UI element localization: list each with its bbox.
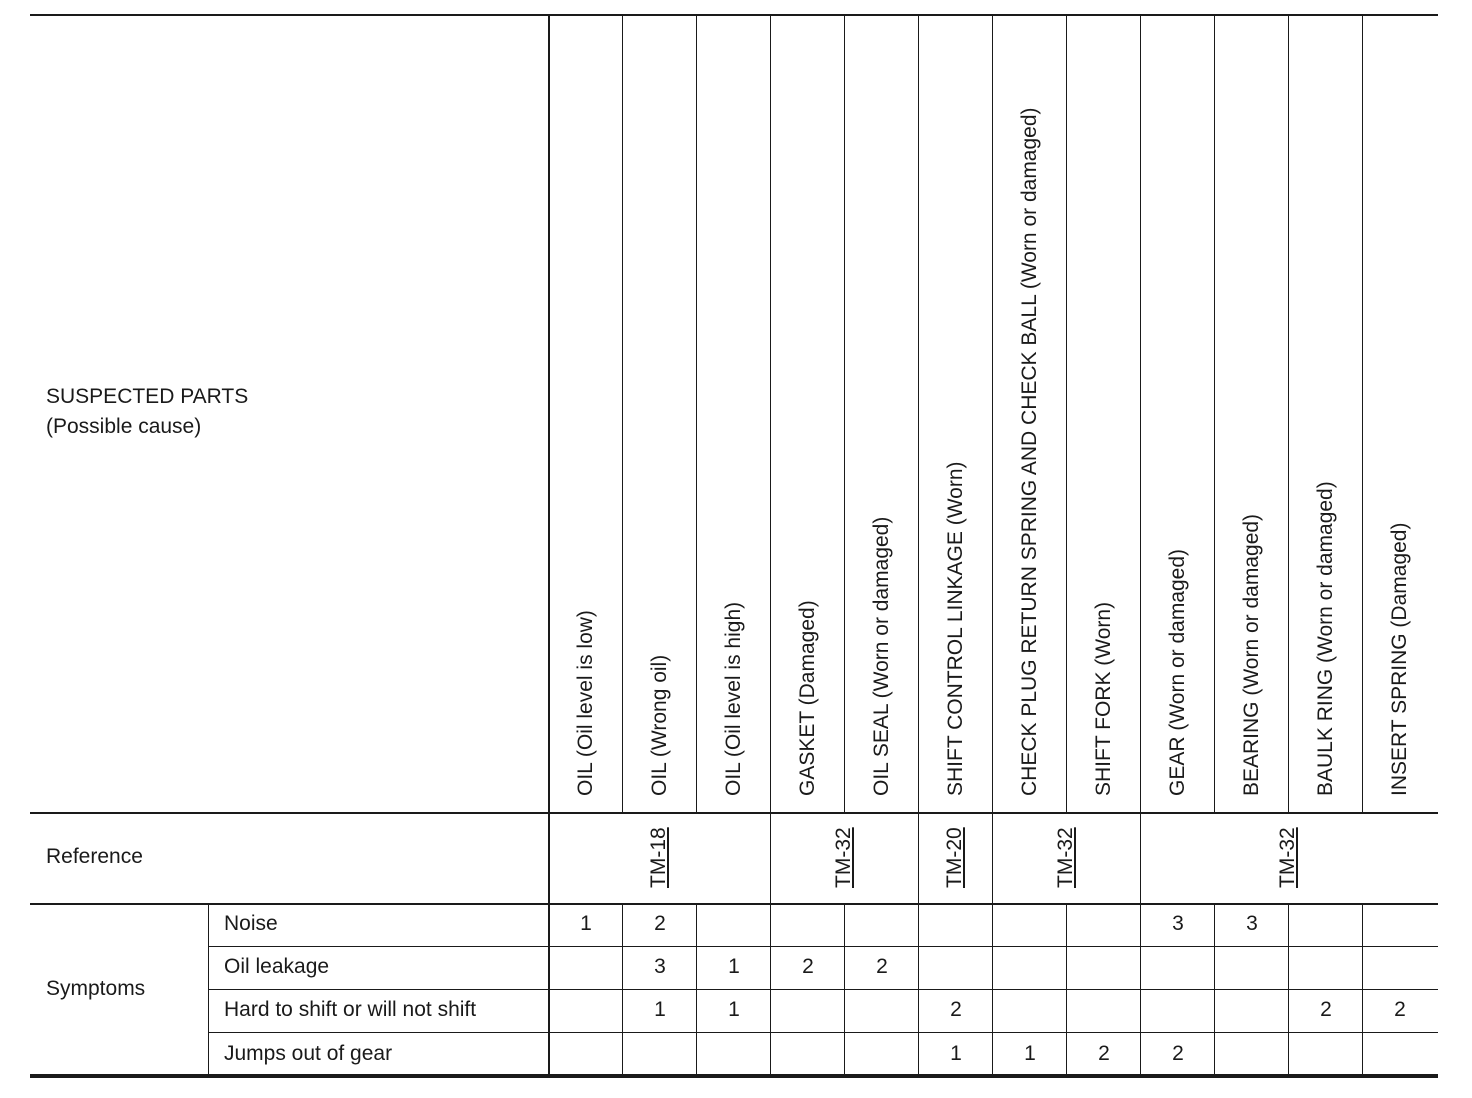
symptom-label-divider xyxy=(208,904,209,1076)
cell-shift-baulk-ring: 2 xyxy=(1320,998,1332,1021)
header-bottom-line xyxy=(30,812,1438,814)
suspected-parts-title: SUSPECTED PARTS xyxy=(46,385,249,408)
cell-leak-gasket: 2 xyxy=(802,955,814,978)
cell-jump-check-plug: 1 xyxy=(1024,1042,1036,1065)
col-header-check-plug: CHECK PLUG RETURN SPRING AND CHECK BALL (Worn or damaged) xyxy=(1018,107,1041,796)
col-line-4a xyxy=(844,14,845,813)
row-line-1 xyxy=(208,946,1438,947)
col-line-7a xyxy=(1066,14,1067,813)
table-top-border xyxy=(30,14,1438,16)
cell-leak-oil-wrong: 3 xyxy=(654,955,666,978)
cell-shift-insert-spring: 2 xyxy=(1394,998,1406,1021)
table-bottom-border xyxy=(30,1074,1438,1078)
reference-link-tm32-c[interactable]: TM-32 xyxy=(1276,827,1299,888)
cell-shift-oil-high: 1 xyxy=(728,998,740,1021)
suspected-parts-subtitle: (Possible cause) xyxy=(46,415,202,438)
row-line-3 xyxy=(208,1032,1438,1033)
col-line-11b xyxy=(1362,904,1363,1076)
symptom-jumps-out-of-gear: Jumps out of gear xyxy=(224,1042,393,1065)
symptom-hard-to-shift: Hard to shift or will not shift xyxy=(224,998,477,1021)
cell-noise-gear: 3 xyxy=(1172,912,1184,935)
col-line-11a xyxy=(1362,14,1363,813)
col-line-4b xyxy=(844,904,845,1076)
reference-bottom-line xyxy=(30,903,1438,905)
col-line-3 xyxy=(770,14,771,1076)
reference-link-tm32-a[interactable]: TM-32 xyxy=(832,827,855,888)
col-header-baulk-ring: BAULK RING (Worn or damaged) xyxy=(1314,481,1337,796)
col-line-2a xyxy=(696,14,697,813)
col-header-gear: GEAR (Worn or damaged) xyxy=(1166,548,1189,796)
col-line-1a xyxy=(622,14,623,813)
row-line-2 xyxy=(208,989,1438,990)
reference-label: Reference xyxy=(46,845,143,868)
cell-jump-gear: 2 xyxy=(1172,1042,1184,1065)
col-line-10a xyxy=(1288,14,1289,813)
col-header-shift-fork: SHIFT FORK (Worn) xyxy=(1092,601,1115,796)
col-header-bearing: BEARING (Worn or damaged) xyxy=(1240,513,1263,796)
col-line-5 xyxy=(918,14,919,1076)
cell-noise-oil-low: 1 xyxy=(580,912,592,935)
cell-shift-oil-wrong: 1 xyxy=(654,998,666,1021)
col-header-oil-seal: OIL SEAL (Worn or damaged) xyxy=(870,516,893,796)
cell-leak-oil-seal: 2 xyxy=(876,955,888,978)
cell-leak-oil-high: 1 xyxy=(728,955,740,978)
col-line-6 xyxy=(992,14,993,1076)
col-header-oil-wrong: OIL (Wrong oil) xyxy=(648,654,671,796)
reference-link-tm18[interactable]: TM-18 xyxy=(647,827,670,888)
cell-noise-bearing: 3 xyxy=(1246,912,1258,935)
col-header-shift-control-linkage: SHIFT CONTROL LINKAGE (Worn) xyxy=(944,461,967,796)
col-line-9a xyxy=(1214,14,1215,813)
symptom-oil-leakage: Oil leakage xyxy=(224,955,330,978)
col-header-oil-low: OIL (Oil level is low) xyxy=(574,610,597,796)
cell-jump-shift-fork: 2 xyxy=(1098,1042,1110,1065)
symptom-noise: Noise xyxy=(224,912,278,935)
reference-link-tm20[interactable]: TM-20 xyxy=(943,827,966,888)
cell-jump-linkage: 1 xyxy=(950,1042,962,1065)
cell-shift-linkage: 2 xyxy=(950,998,962,1021)
cell-noise-oil-wrong: 2 xyxy=(654,912,666,935)
col-header-gasket: GASKET (Damaged) xyxy=(796,600,819,796)
col-header-oil-high: OIL (Oil level is high) xyxy=(722,601,745,796)
symptoms-label: Symptoms xyxy=(46,977,146,1000)
col-header-insert-spring: INSERT SPRING (Damaged) xyxy=(1388,522,1411,796)
reference-link-tm32-b[interactable]: TM-32 xyxy=(1054,827,1077,888)
